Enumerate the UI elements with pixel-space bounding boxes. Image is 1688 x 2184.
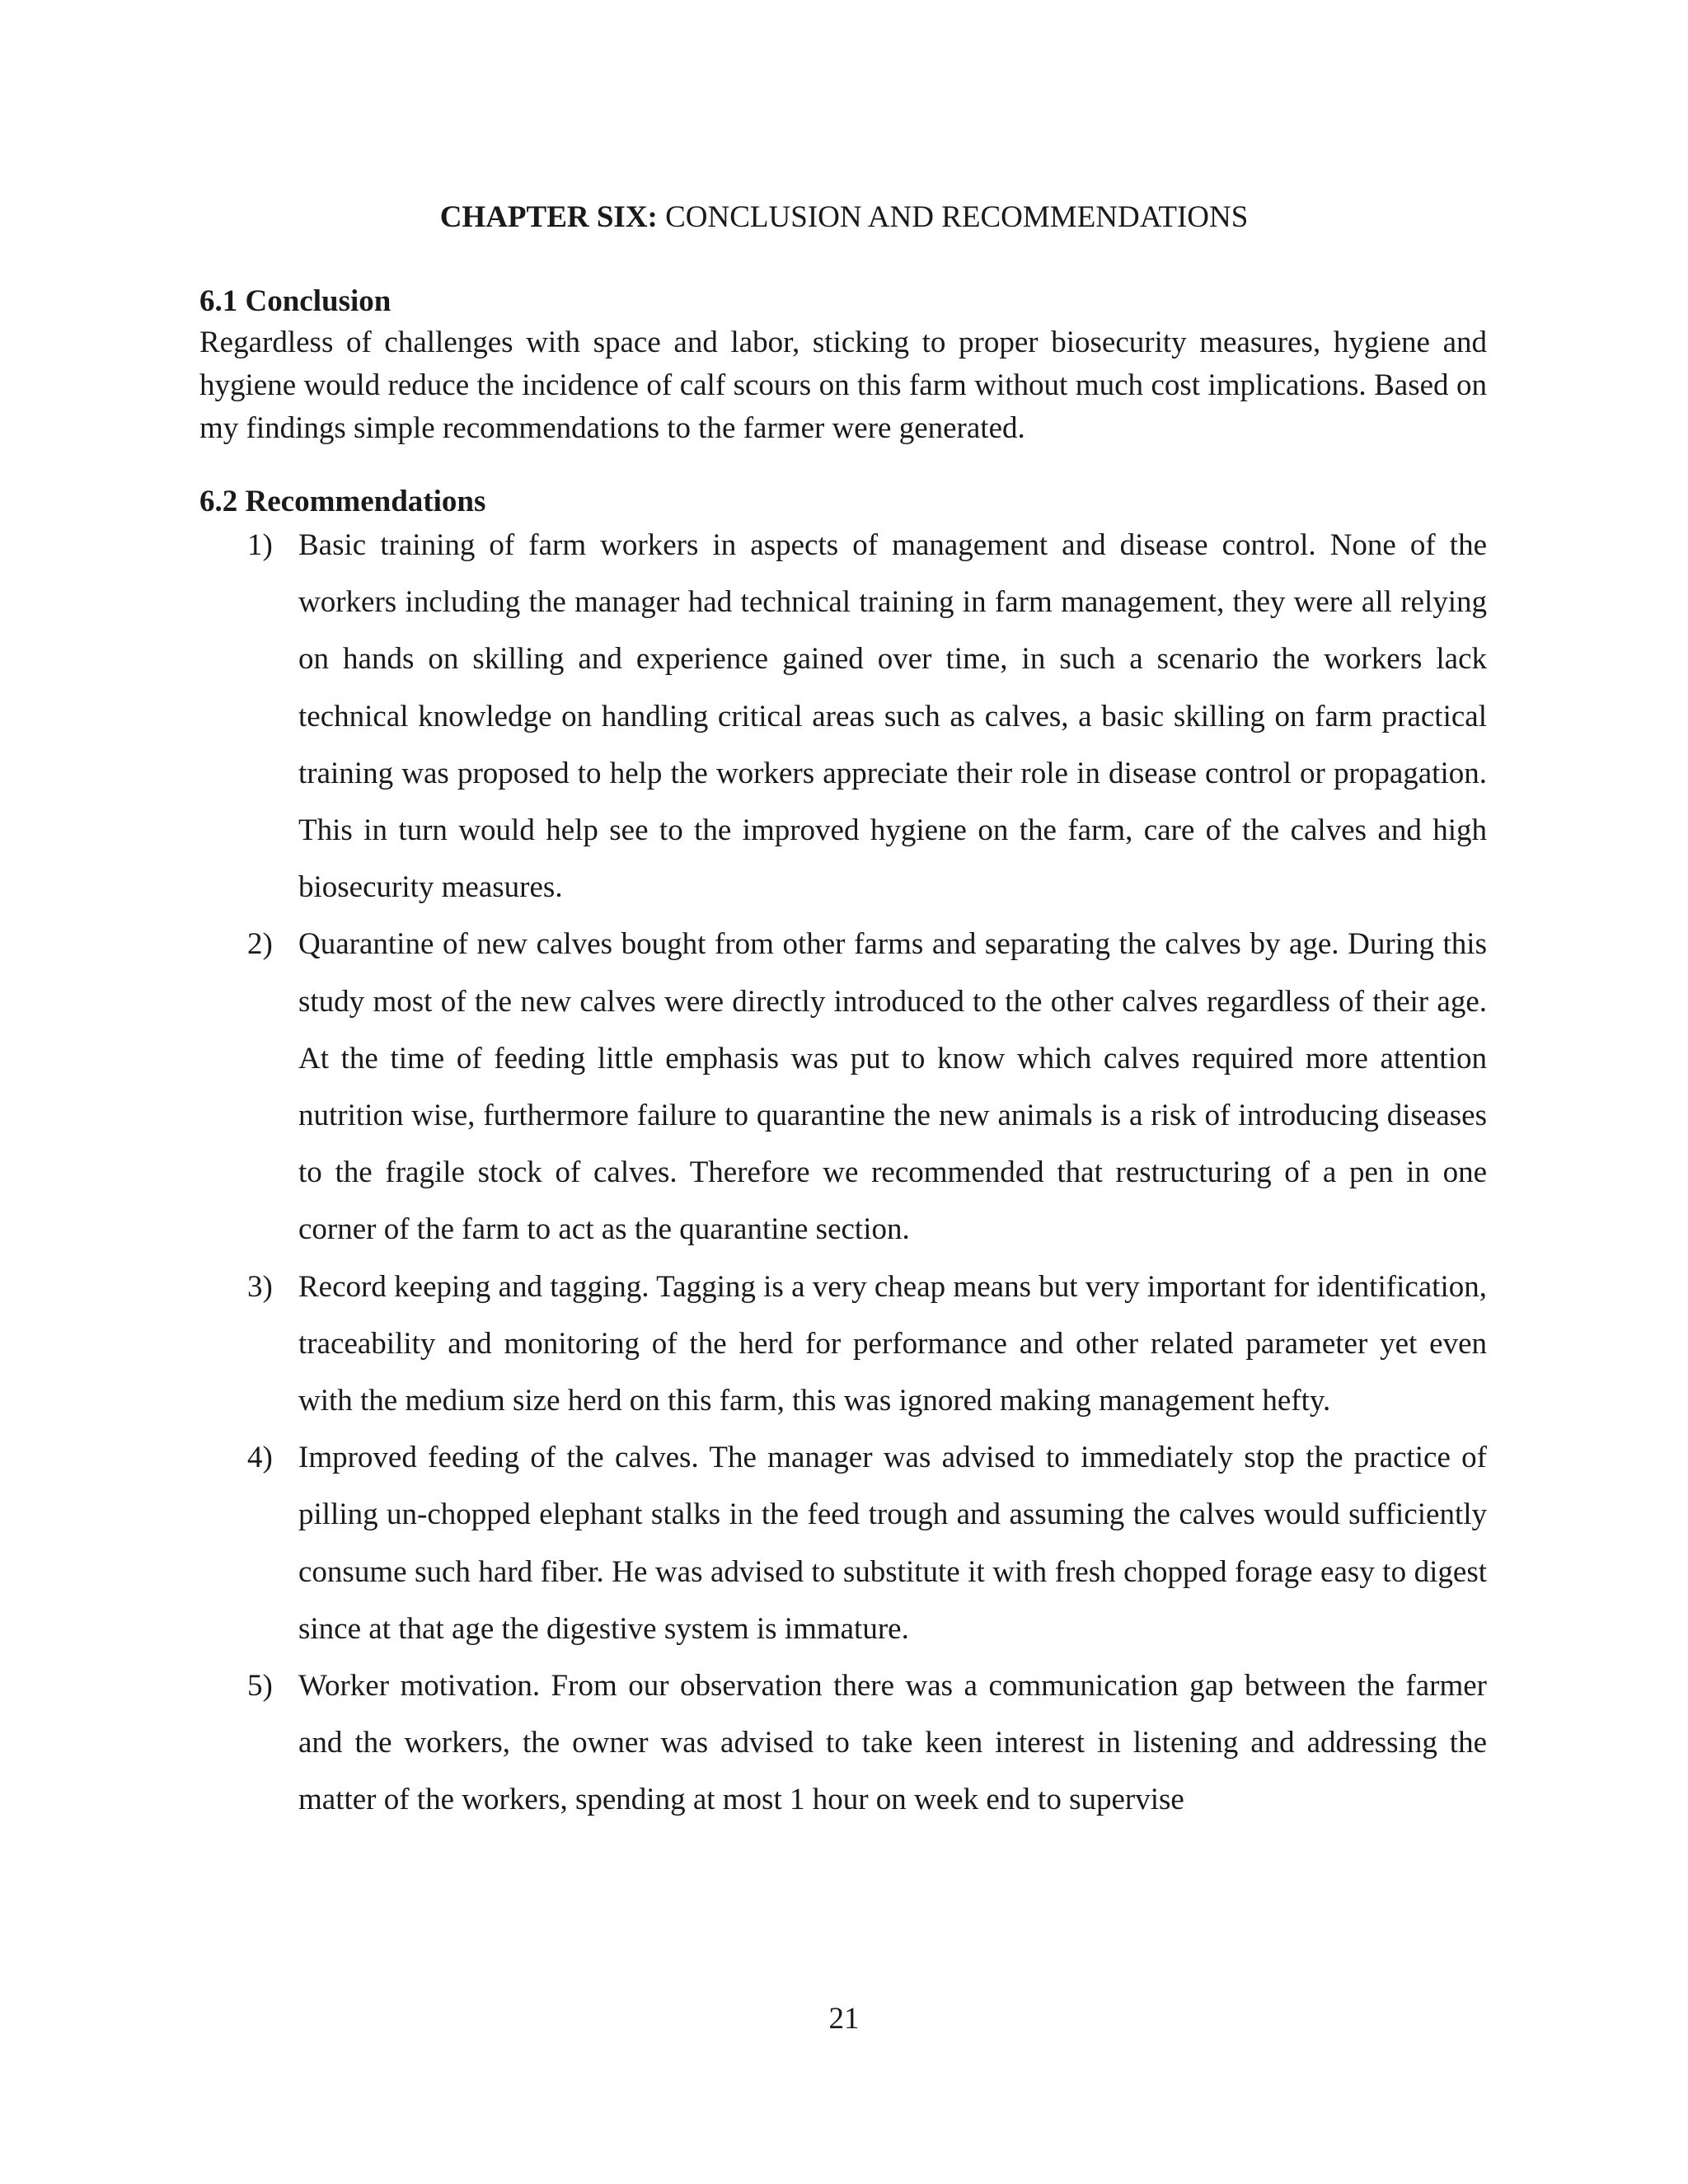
recommendations-section <box>199 482 1487 1829</box>
chapter-title <box>0 198 1688 237</box>
recommendation-text: Worker motivation. From our observation there was a communication gap between the farmer and the workers, the owner was advised to take keen interest in listening and addressing the matter of the workers, spending at most 1 hour on week end to supervise <box>298 1669 1487 1817</box>
recommendation-item-3 <box>199 1258 1487 1430</box>
recommendation-item-4 <box>199 1429 1487 1657</box>
recommendations-heading: 6.2 Recommendations <box>199 485 486 518</box>
recommendation-item-1 <box>199 517 1487 916</box>
recommendation-item-2 <box>199 916 1487 1258</box>
recommendation-number: 4) <box>247 1441 273 1475</box>
recommendation-text: Quarantine of new calves bought from other farms and separating the calves by age. During this study most of the new calves were directly introduced to the other calves regardless of their age. At the time of feeding little emphasis was put to know which calves required more attention nutrition wise, furthermore failure to quarantine the new animals is a risk of introducing diseases to the fragile stock of calves. Therefore we recommended that restructuring of a pen in one corner of the farm to act as the quarantine section. <box>298 927 1487 1247</box>
recommendation-number: 2) <box>247 927 273 962</box>
recommendation-number: 5) <box>247 1669 273 1704</box>
recommendation-text: Improved feeding of the calves. The manager was advised to immediately stop the practice of pilling un-chopped elephant stalks in the feed trough and assuming the calves would sufficiently consume such hard fiber. He was advised to substitute it with fresh chopped forage easy to digest since at that age the digestive system is immature. <box>298 1441 1487 1646</box>
recommendations-list <box>199 517 1487 1829</box>
recommendation-number: 3) <box>247 1269 273 1304</box>
page-number: 21 <box>828 2002 860 2036</box>
recommendation-text: Record keeping and tagging. Tagging is a very cheap means but very important for identification, traceability and monitoring of the herd for performance and other related parameter yet even with the medium size herd on this farm, this was ignored making management hefty. <box>298 1269 1487 1418</box>
chapter-label: CHAPTER SIX: <box>439 200 658 234</box>
chapter-name: CONCLUSION AND RECOMMENDATIONS <box>665 200 1249 234</box>
recommendation-text: Basic training of farm workers in aspects of management and disease control. None of the workers including the manager had technical training in farm management, they were all relying on hands on skilling and experience gained over time, in such a scenario the workers lack technical knowledge on handling critical areas such as calves, a basic skilling on farm practical training was proposed to help the workers appreciate their role in disease control or propagation. This in turn would help see to the improved hygiene on the farm, care of the calves and high biosecurity measures. <box>298 528 1487 905</box>
conclusion-heading: 6.1 Conclusion <box>199 284 392 318</box>
conclusion-section <box>199 282 1487 450</box>
recommendation-item-5 <box>199 1657 1487 1829</box>
recommendation-number: 1) <box>247 528 273 562</box>
conclusion-paragraph: Regardless of challenges with space and labor, sticking to proper biosecurity measures, hygiene and hygiene would reduce the incidence of calf scours on this farm without much cost implications. Based on my findings simple recommendations to the farmer were generated. <box>199 326 1487 445</box>
